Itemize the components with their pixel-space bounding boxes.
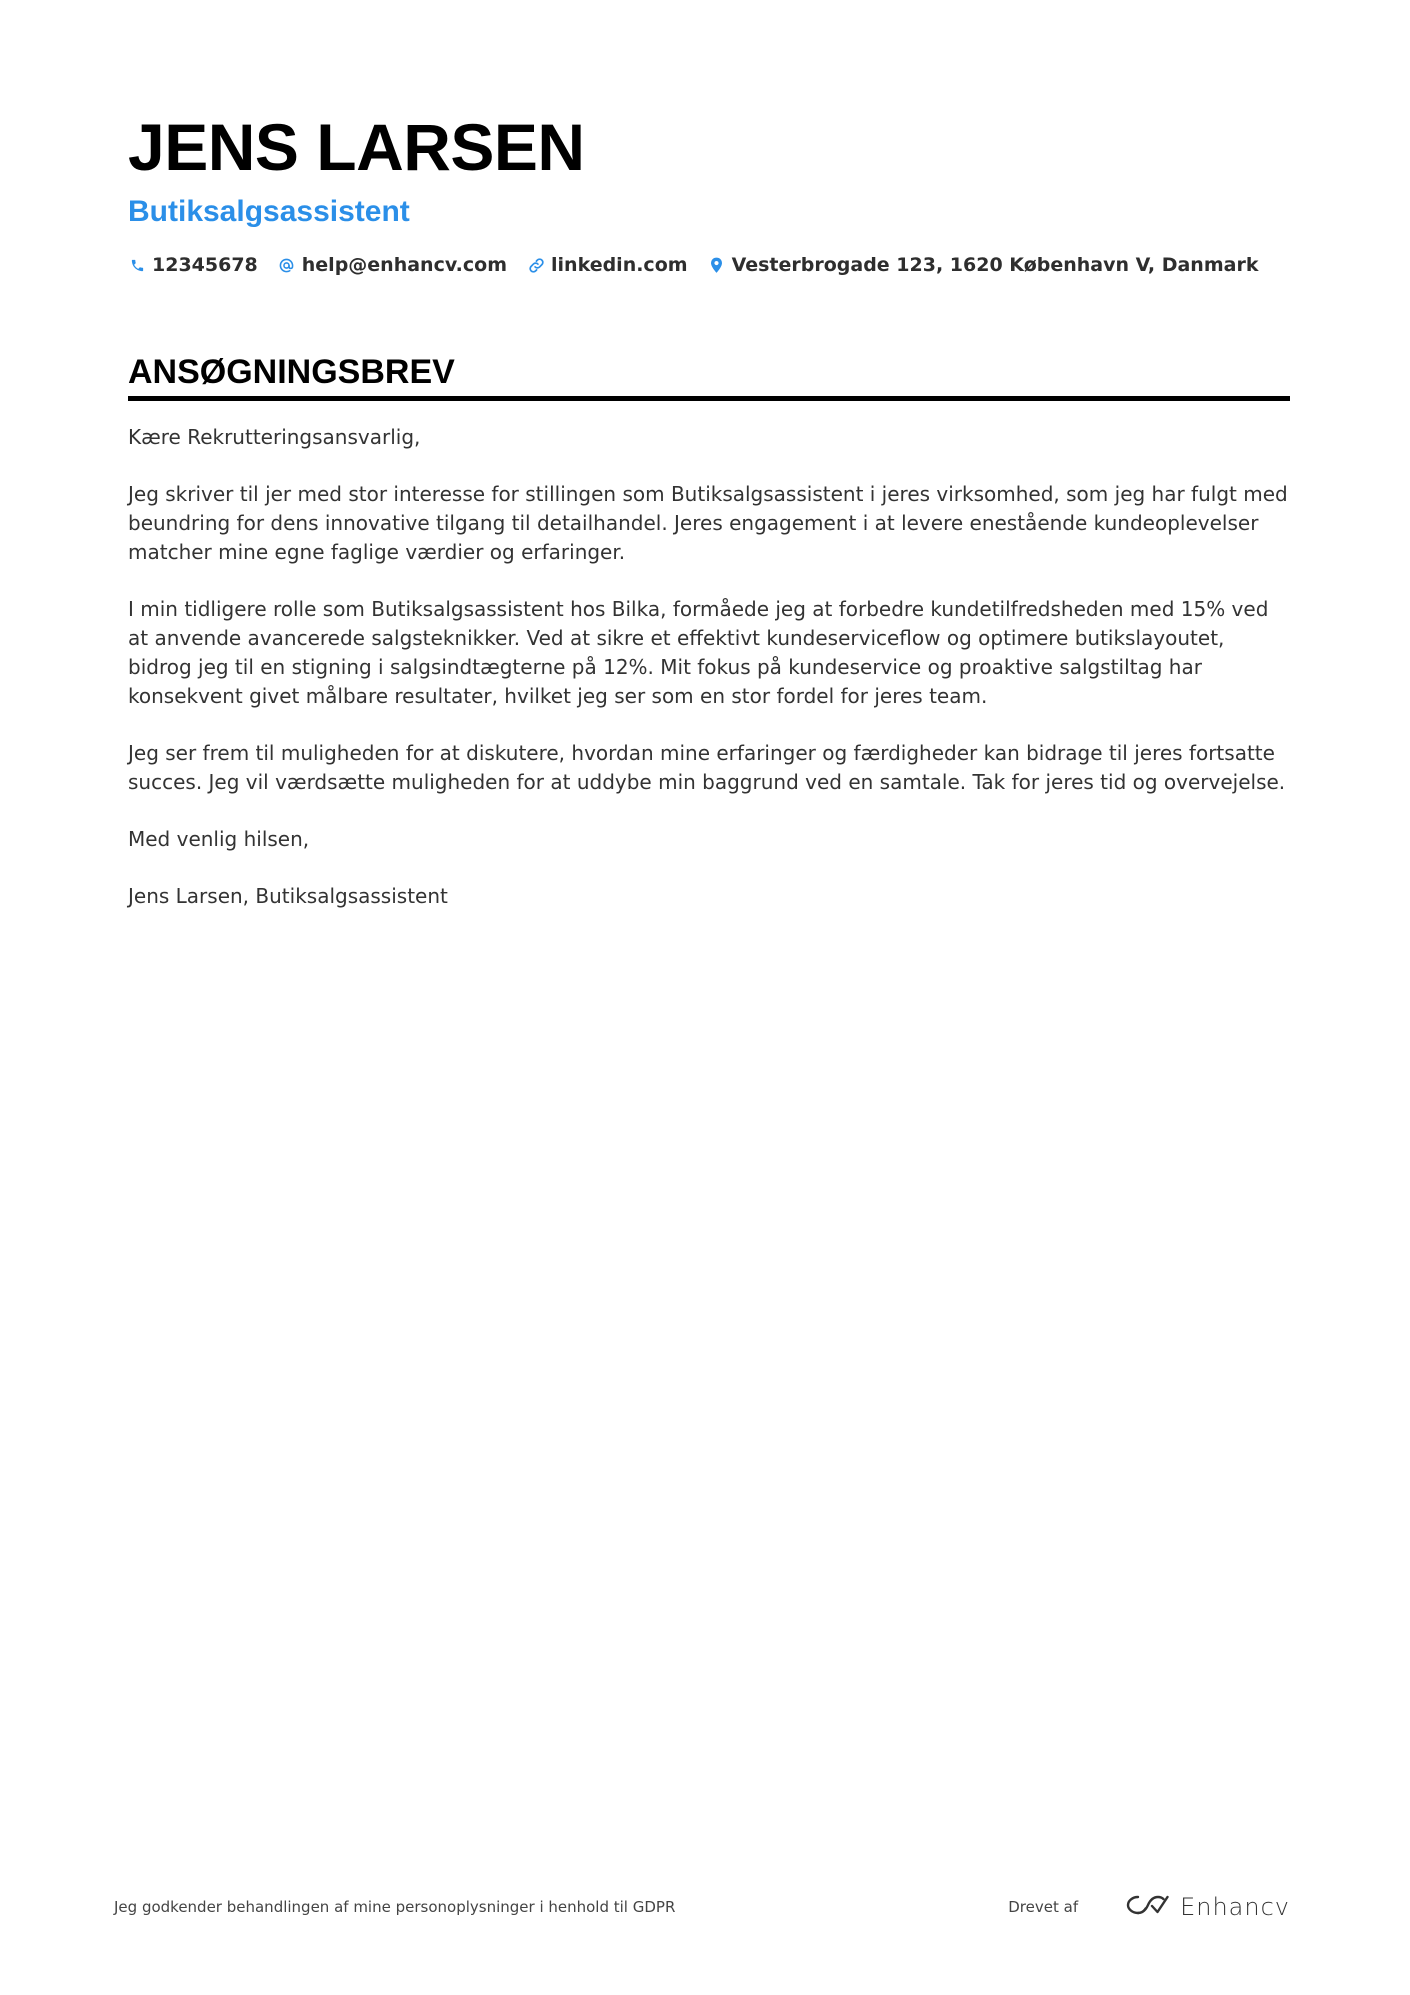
contact-phone	[128, 254, 258, 276]
enhancv-logo-icon	[1124, 1892, 1172, 1922]
letter-greeting: Kære Rekrutteringsansvarlig,	[128, 425, 421, 449]
enhancv-logo[interactable]	[1124, 1892, 1290, 1922]
letter-closing: Med venlig hilsen,	[128, 827, 310, 851]
contact-email[interactable]	[278, 254, 507, 276]
contact-linkedin[interactable]	[527, 254, 688, 276]
letter-paragraph: Jeg ser frem til muligheden for at diskutere, hvordan mine erfaringer og færdigheder kan bidrage til jeres fortsatte succes. Jeg vil værdsætte muligheden for at uddybe min baggrund ved en samtale. Tak for jeres tid og overvejelse.	[128, 741, 1286, 794]
enhancv-wordmark: Enhancv	[1180, 1893, 1290, 1921]
page-footer	[114, 1890, 1290, 1924]
section-heading: ANSØGNINGSBREV	[128, 352, 1290, 401]
link-icon	[527, 256, 545, 274]
phone-number: 12345678	[152, 254, 258, 276]
linkedin-url: linkedin.com	[551, 254, 688, 276]
applicant-name: JENS LARSEN	[128, 110, 585, 184]
postal-address: Vesterbrogade 123, 1620 København V, Danmark	[731, 254, 1259, 276]
powered-by	[1008, 1892, 1290, 1922]
contact-info	[128, 254, 1290, 276]
location-pin-icon	[708, 256, 726, 274]
gdpr-consent-text: Jeg godkender behandlingen af mine personoplysninger i henhold til GDPR	[114, 1898, 676, 1916]
email-address: help@enhancv.com	[301, 254, 508, 276]
letter-paragraph: I min tidligere rolle som Butiksalgsassistent hos Bilka, formåede jeg at forbedre kundetilfredsheden med 15% ved at anvende avancerede salgsteknikker. Ved at sikre et effektivt kundeserviceflow og optimere butikslayoutet, bidrog jeg til en stigning i salgsindtægterne på 12%. Mit fokus på kundeservice og proaktive salgstiltag har konsekvent givet målbare resultater, hvilket jeg ser som en stor fordel for jeres team.	[128, 597, 1269, 708]
job-title: Butiksalgsassistent	[128, 195, 410, 228]
at-icon	[278, 256, 296, 274]
letter-signature: Jens Larsen, Butiksalgsassistent	[128, 884, 448, 908]
cover-letter-page	[128, 112, 1290, 939]
letter-paragraph: Jeg skriver til jer med stor interesse for stillingen som Butiksalgsassistent i jeres virksomhed, som jeg har fulgt med beundring for dens innovative tilgang til detailhandel. Jeres engagement i at levere enestående kundeoplevelser matcher mine egne faglige værdier og erfaringer.	[128, 482, 1288, 564]
letter-body	[128, 423, 1290, 911]
powered-by-label: Drevet af	[1008, 1898, 1079, 1916]
phone-icon	[128, 256, 146, 274]
contact-address	[708, 254, 1259, 276]
